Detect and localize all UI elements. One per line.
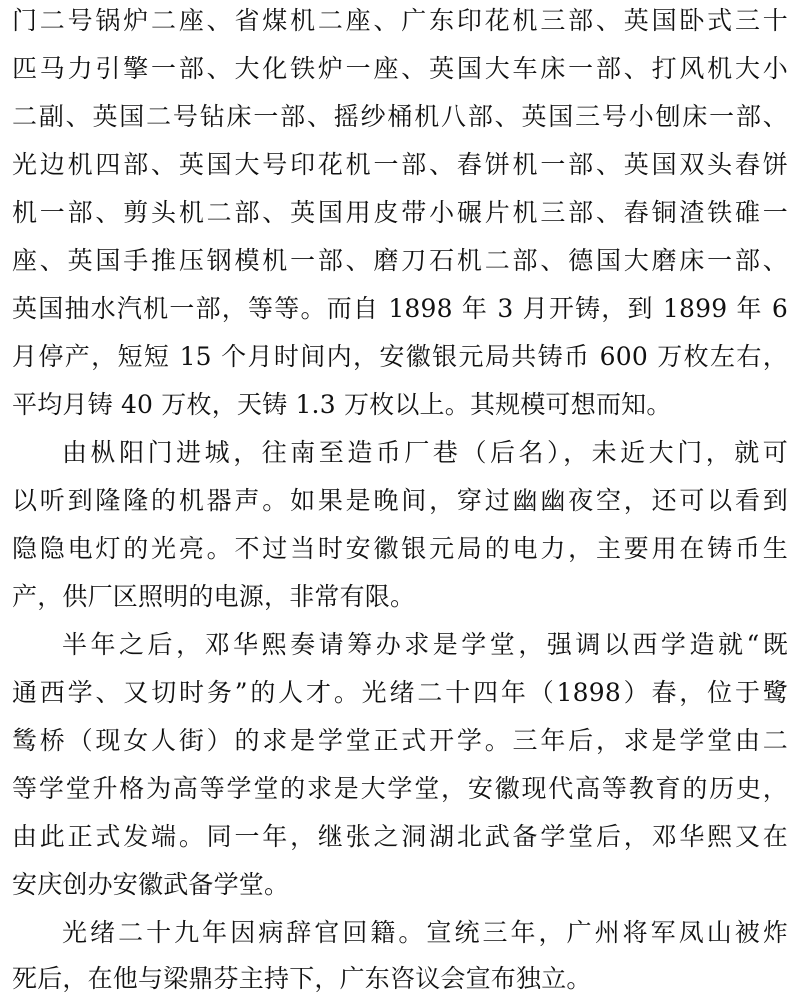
text-line: 匹马力引擎一部、大化铁炉一座、英国大车床一部、打风机大小 bbox=[12, 54, 788, 83]
text-line: 以听到隆隆的机器声。如果是晚间，穿过幽幽夜空，还可以看到 bbox=[12, 486, 788, 515]
text-line: 安庆创办安徽武备学堂。 bbox=[12, 870, 290, 899]
text-line: 座、英国手推压钢模机一部、磨刀石机二部、德国大磨床一部、 bbox=[12, 246, 788, 275]
text-line: 光绪二十九年因病辞官回籍。宣统三年，广州将军凤山被炸 bbox=[62, 918, 788, 947]
text-line: 英国抽水汽机一部，等等。而自 1898 年 3 月开铸，到 1899 年 6 bbox=[12, 294, 788, 323]
text-line: 等学堂升格为高等学堂的求是大学堂，安徽现代高等教育的历史， bbox=[12, 774, 788, 803]
text-line: 二副、英国二号钻床一部、摇纱桶机八部、英国三号小刨床一部、 bbox=[12, 102, 788, 131]
text-line: 由此正式发端。同一年，继张之洞湖北武备学堂后，邓华熙又在 bbox=[12, 822, 788, 851]
text-line: 鸶桥（现女人街）的求是学堂正式开学。三年后，求是学堂由二 bbox=[12, 726, 788, 755]
text-line: 由枞阳门进城，往南至造币厂巷（后名），未近大门，就可 bbox=[62, 438, 788, 467]
text-line: 门二号锅炉二座、省煤机二座、广东印花机三部、英国卧式三十 bbox=[12, 6, 788, 35]
text-line: 通西学、又切时务”的人才。光绪二十四年（1898）春，位于鹭 bbox=[12, 678, 788, 707]
text-line: 半年之后，邓华熙奏请筹办求是学堂，强调以西学造就“既 bbox=[62, 630, 788, 659]
text-line: 隐隐电灯的光亮。不过当时安徽银元局的电力，主要用在铸币生 bbox=[12, 534, 788, 563]
text-line: 死后，在他与梁鼎芬主持下，广东咨议会宣布独立。 bbox=[12, 964, 592, 993]
text-line: 月停产，短短 15 个月时间内，安徽银元局共铸币 600 万枚左右， bbox=[12, 342, 788, 371]
text-line: 机一部、剪头机二部、英国用皮带小碾片机三部、舂铜渣铁碓一 bbox=[12, 198, 788, 227]
text-line: 光边机四部、英国大号印花机一部、舂饼机一部、英国双头舂饼 bbox=[12, 150, 788, 179]
text-line: 产，供厂区照明的电源，非常有限。 bbox=[12, 582, 416, 611]
text-line: 平均月铸 40 万枚，天铸 1.3 万枚以上。其规模可想而知。 bbox=[12, 390, 672, 419]
